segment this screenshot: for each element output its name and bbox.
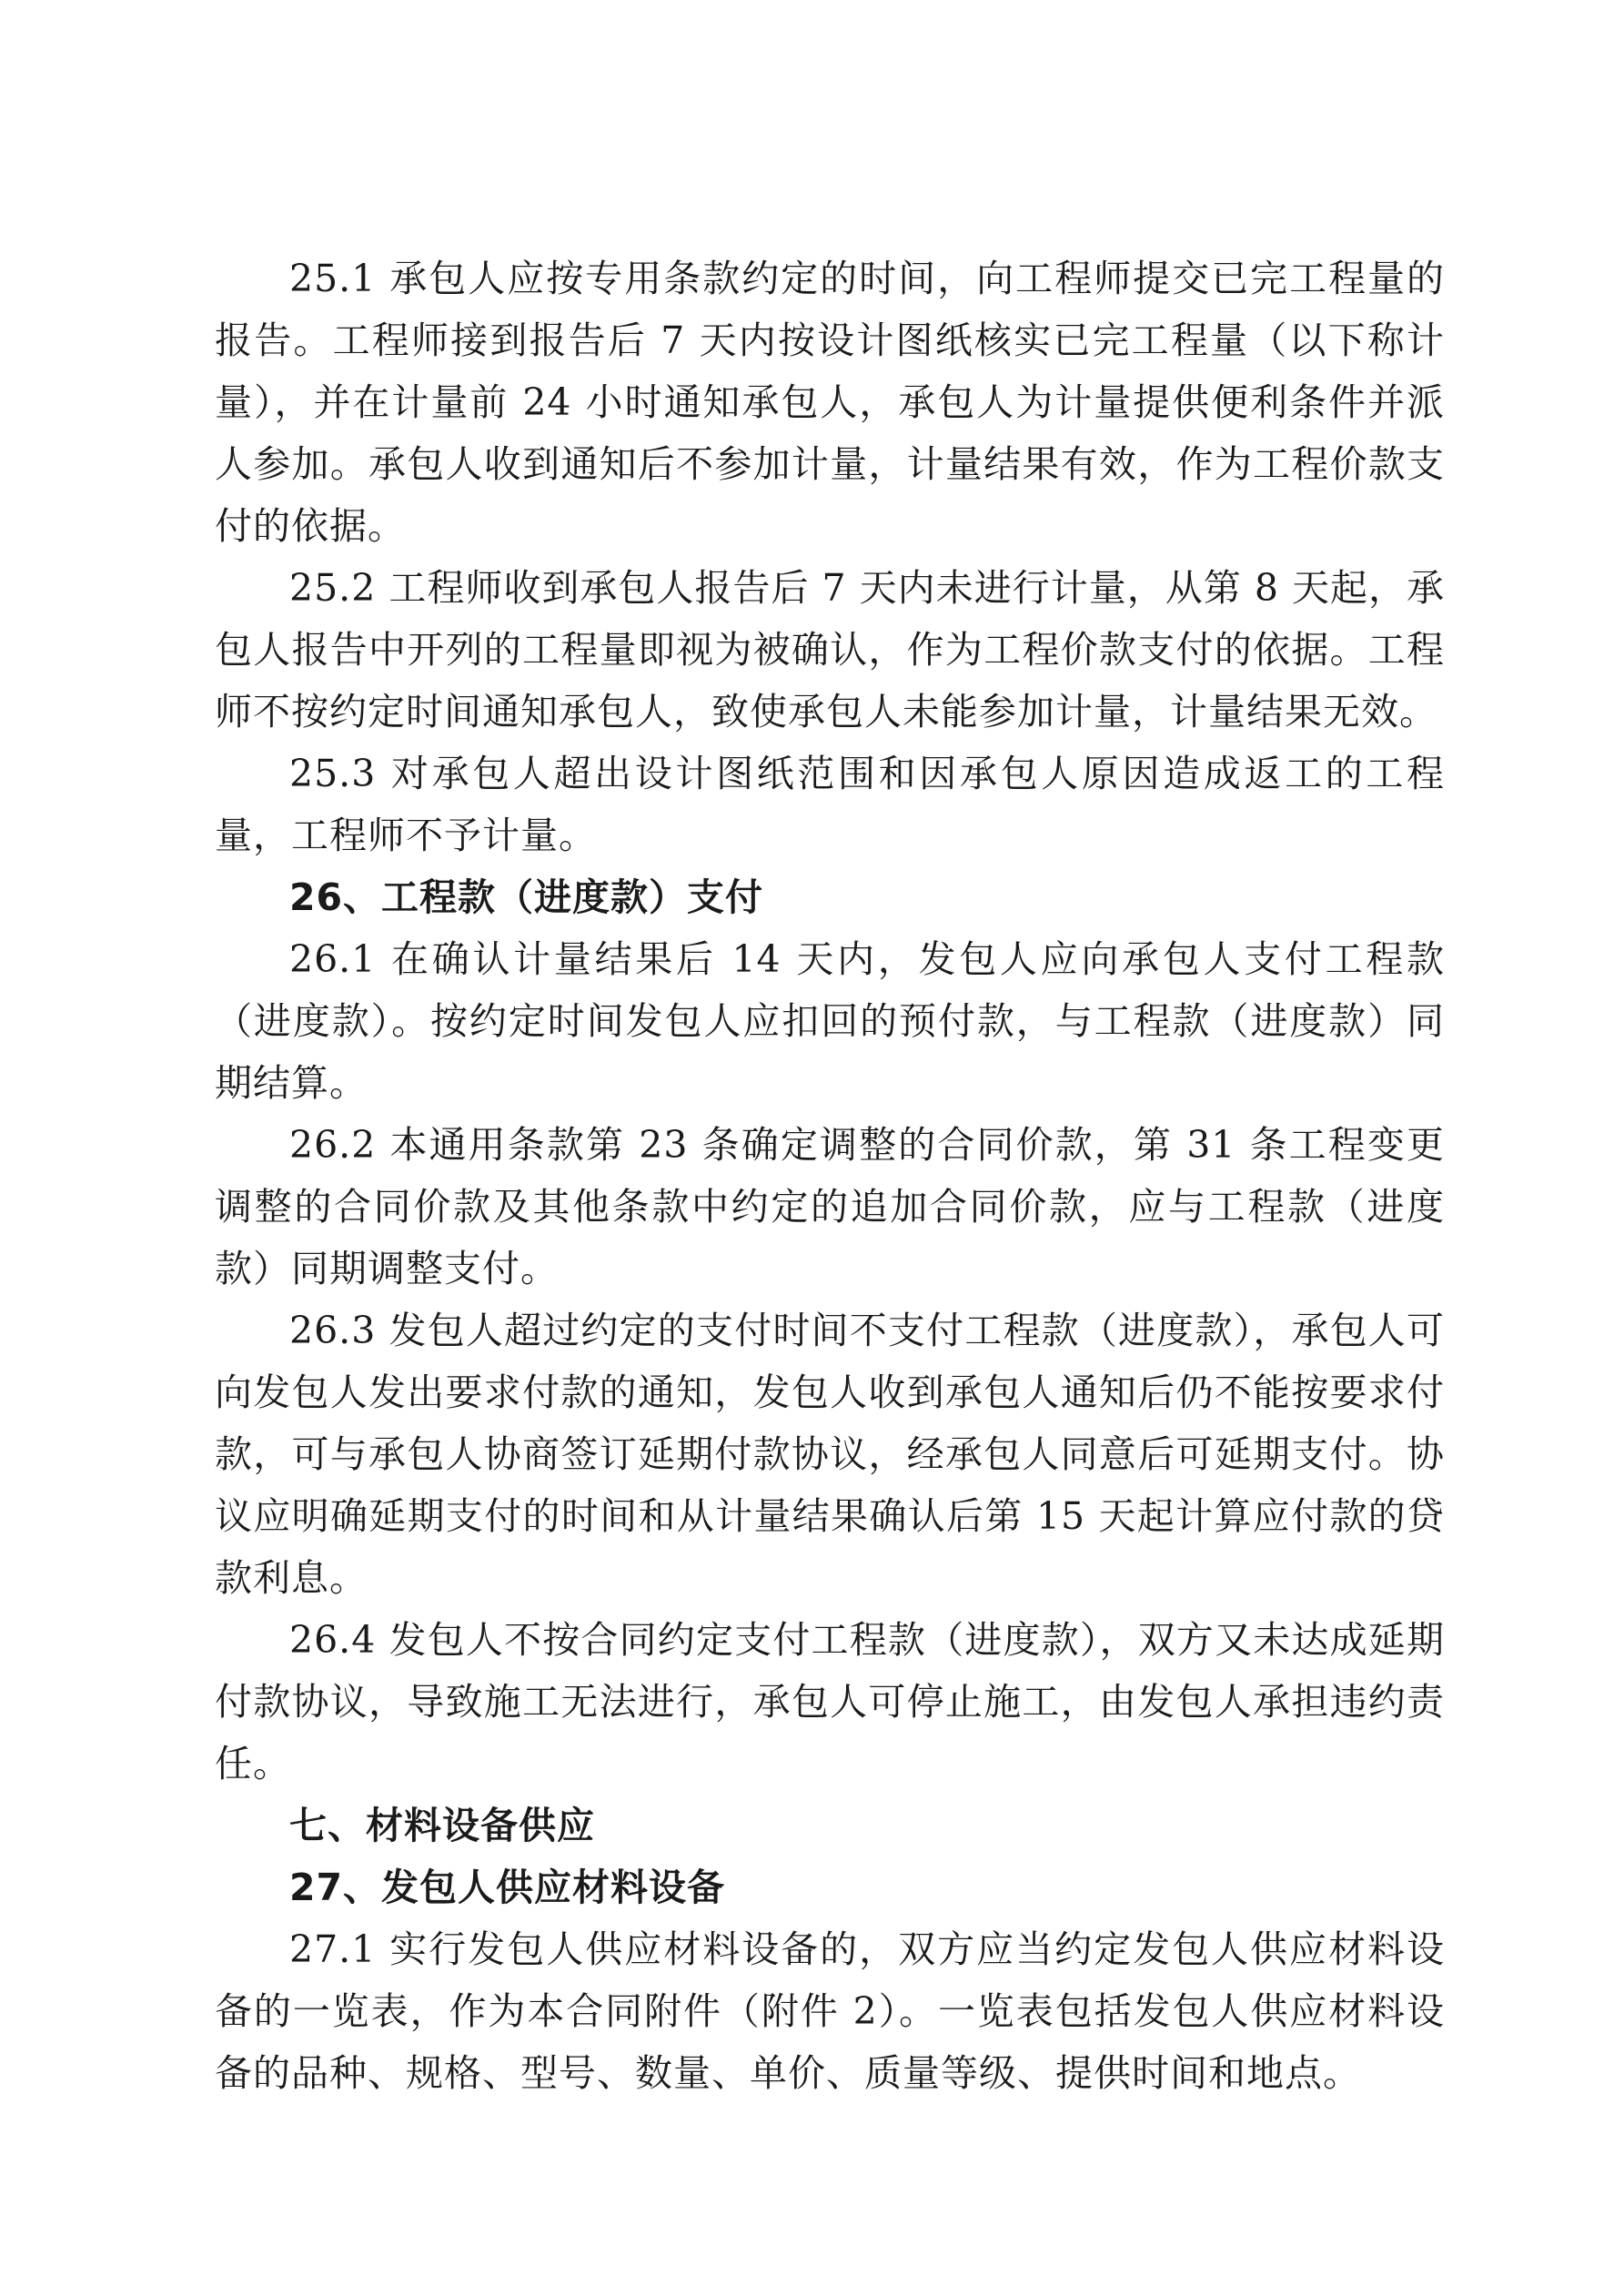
clause-25-1: 25.1 承包人应按专用条款约定的时间，向工程师提交已完工程量的报告。工程师接到报告后 7 天内按设计图纸核实已完工程量（以下称计量），并在计量前 24 小时通知承包人，承包人为计量提供便利条件并派人参加。承包人收到通知后不参加计量，计量结果有效，作为工程价款支付的依据。 [215, 257, 1445, 548]
clause-26-1: 26.1 在确认计量结果后 14 天内，发包人应向承包人支付工程款（进度款）。按约定时间发包人应扣回的预付款，与工程款（进度款）同期结算。 [215, 937, 1445, 1105]
chapter-heading-7: 七、材料设备供应 [289, 1804, 595, 1847]
clause-26-2: 26.2 本通用条款第 23 条确定调整的合同价款，第 31 条工程变更调整的合同价款及其他条款中约定的追加合同价款，应与工程款（进度款）同期调整支付。 [215, 1123, 1445, 1290]
clause-27-1: 27.1 实行发包人供应材料设备的，双方应当约定发包人供应材料设备的一览表，作为本合同附件（附件 2）。一览表包括发包人供应材料设备的品种、规格、型号、数量、单价、质量等级、提供时间和地点。 [215, 1927, 1445, 2095]
section-heading-26: 26、工程款（进度款）支付 [289, 875, 764, 919]
clause-25-2: 25.2 工程师收到承包人报告后 7 天内未进行计量，从第 8 天起，承包人报告中开列的工程量即视为被确认，作为工程价款支付的依据。工程师不按约定时间通知承包人，致使承包人未能参加计量，计量结果无效。 [215, 566, 1445, 733]
clause-26-4: 26.4 发包人不按合同约定支付工程款（进度款），双方又未达成延期付款协议，导致施工无法进行，承包人可停止施工，由发包人承担违约责任。 [215, 1618, 1445, 1785]
section-heading-27: 27、发包人供应材料设备 [289, 1866, 726, 1909]
document-body [215, 248, 1445, 2104]
clause-26-3: 26.3 发包人超过约定的支付时间不支付工程款（进度款），承包人可向发包人发出要求付款的通知，发包人收到承包人通知后仍不能按要求付款，可与承包人协商签订延期付款协议，经承包人同意后可延期支付。协议应明确延期支付的时间和从计量结果确认后第 15 天起计算应付款的贷款利息。 [215, 1309, 1445, 1600]
clause-25-3: 25.3 对承包人超出设计图纸范围和因承包人原因造成返工的工程量，工程师不予计量。 [215, 752, 1445, 857]
